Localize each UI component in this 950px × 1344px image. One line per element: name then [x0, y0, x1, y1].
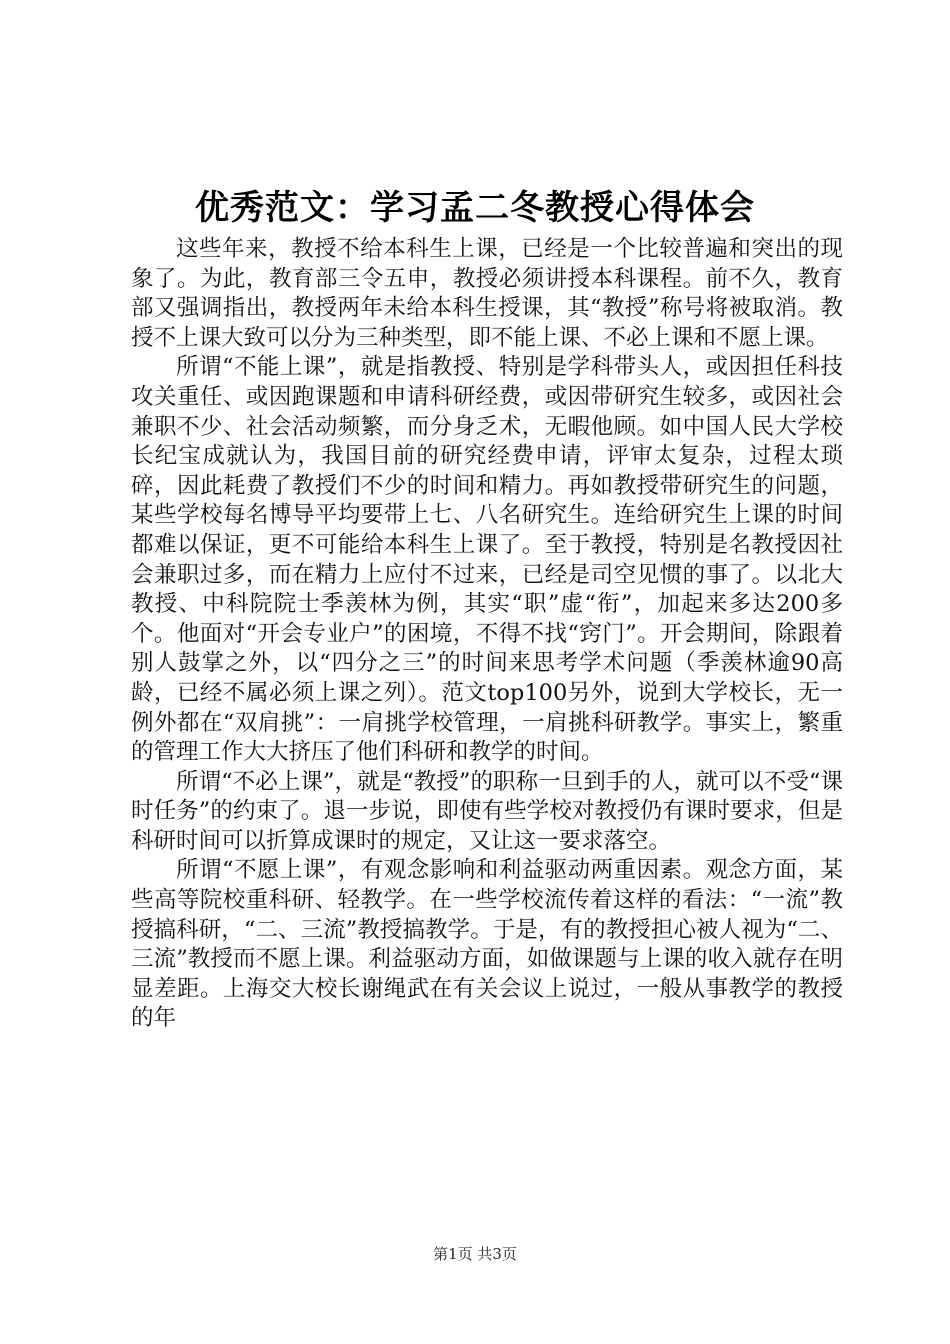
document-body [131, 235, 843, 1034]
page-footer: 第1页 共3页 [433, 1245, 517, 1263]
paragraph: 所谓“不愿上课”，有观念影响和利益驱动两重因素。观念方面，某些高等院校重科研、轻教学。在一些学校流传着这样的看法：“一流”教授搞科研，“二、三流”教授搞教学。于是，有的教授担心被人视为“二、三流”教授而不愿上课。利益驱动方面，如做课题与上课的收入就存在明显差距。上海交大校长谢绳武在有关会议上说过，一般从事教学的教授的年 [131, 857, 843, 1032]
document-title: 优秀范文：学习孟二冬教授心得体会 [195, 188, 755, 228]
paragraph: 所谓“不必上课”，就是“教授”的职称一旦到手的人，就可以不受“课时任务”的约束了。退一步说，即使有些学校对教授仍有课时要求，但是科研时间可以折算成课时的规定，又让这一要求落空。 [131, 768, 843, 854]
paragraph: 所谓“不能上课”，就是指教授、特别是学科带头人，或因担任科技攻关重任、或因跑课题和申请科研经费，或因带研究生较多，或因社会兼职不少、社会活动频繁，而分身乏术，无暇他顾。如中国人民大学校长纪宝成就认为，我国目前的研究经费申请，评审太复杂，过程太琐碎，因此耗费了教授们不少的时间和精力。再如教授带研究生的问题，某些学校每名博导平均要带上七、八名研究生。连给研究生上课的时间都难以保证，更不可能给本科生上课了。至于教授，特别是名教授因社会兼职过多，而在精力上应付不过来，已经是司空见惯的事了。以北大教授、中科院院士季羡林为例，其实“职”虚“衔”，加起来多达200多个。他面对“开会专业户”的困境，不得不找“窍门”。开会期间，除跟着别人鼓掌之外，以“四分之三”的时间来思考学术问题（季羡林逾90高龄，已经不属必须上课之列）。范文top100另外，说到大学校长，无一例外都在“双肩挑”：一肩挑学校管理，一肩挑科研教学。事实上，繁重的管理工作大大挤压了他们科研和教学的时间。 [131, 354, 843, 766]
paragraph: 这些年来，教授不给本科生上课，已经是一个比较普遍和突出的现象了。为此，教育部三令五申，教授必须讲授本科课程。前不久，教育部又强调指出，教授两年未给本科生授课，其“教授”称号将被取消。教授不上课大致可以分为三种类型，即不能上课、不必上课和不愿上课。 [131, 236, 843, 351]
